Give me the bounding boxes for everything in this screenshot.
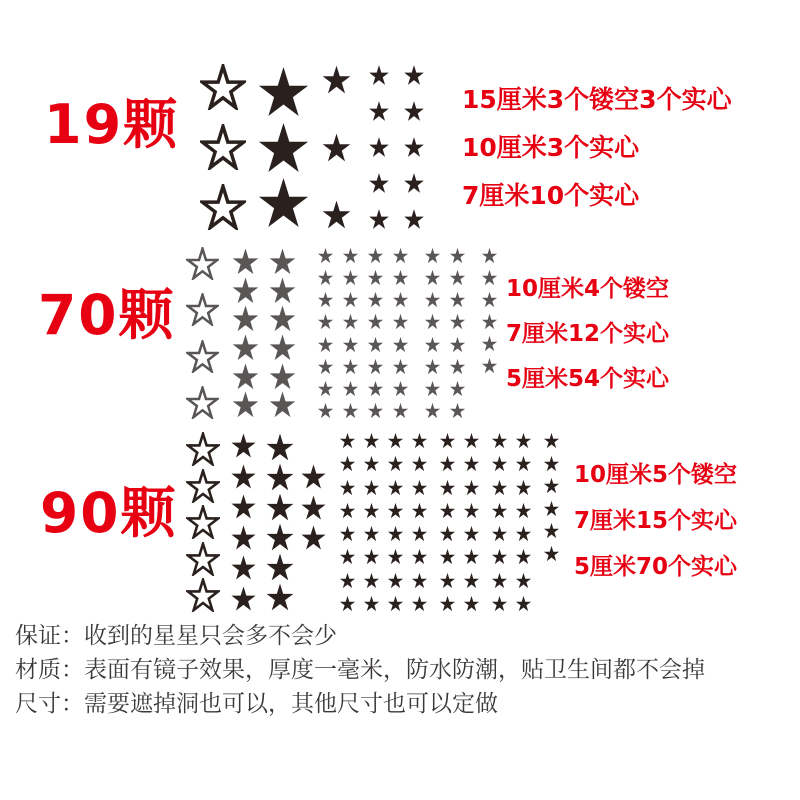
star-column [321,64,352,230]
star-solid-icon [265,462,295,492]
star-solid-icon [317,336,334,353]
star-solid-icon [515,455,532,472]
star-solid-icon [424,336,441,353]
star-solid-icon [463,502,480,519]
annotation-line: 10厘米5个镂空 [574,462,738,488]
star-column [491,432,508,612]
star-solid-icon [231,247,260,276]
star-solid-icon [317,313,334,330]
star-solid-icon [463,595,480,612]
star-solid-icon [363,595,380,612]
star-column [403,64,425,230]
star-solid-icon [339,595,356,612]
star-solid-icon [463,572,480,589]
star-solid-icon [481,247,498,264]
star-solid-icon [463,455,480,472]
annotation-line: 7厘米12个实心 [506,321,670,347]
star-column [268,247,297,419]
star-solid-icon [300,524,327,551]
star-solid-icon [367,247,384,264]
section1-star-grid [200,64,425,230]
star-hollow-icon [186,386,219,419]
star-solid-icon [403,172,425,194]
star-column [515,432,532,612]
star-solid-icon [339,479,356,496]
star-column [317,247,334,419]
star-solid-icon [463,479,480,496]
annotation-line: 7厘米10个实心 [462,181,640,210]
star-solid-icon [231,333,260,362]
star-column [367,247,384,419]
star-solid-icon [265,432,295,462]
star-hollow-icon [186,340,219,373]
star-solid-icon [387,525,404,542]
star-solid-icon [342,313,359,330]
star-hollow-icon [200,184,246,230]
star-solid-icon [265,552,295,582]
star-column [424,247,441,419]
star-column [186,432,220,612]
star-solid-icon [300,463,327,490]
star-solid-icon [387,502,404,519]
star-solid-icon [363,548,380,565]
section2-annotations [506,276,669,411]
star-solid-icon [367,336,384,353]
star-solid-icon [230,524,257,551]
star-column [230,432,257,612]
star-solid-icon [268,247,297,276]
star-solid-icon [265,582,295,612]
star-column [368,64,390,230]
star-solid-icon [411,572,428,589]
star-solid-icon [491,479,508,496]
star-solid-icon [317,291,334,308]
star-solid-icon [339,572,356,589]
star-solid-icon [481,335,498,352]
star-solid-icon [342,336,359,353]
star-solid-icon [439,525,456,542]
star-column [231,247,260,419]
star-solid-icon [363,502,380,519]
star-solid-icon [387,595,404,612]
star-solid-icon [449,380,466,397]
star-column [543,432,560,562]
star-solid-icon [387,455,404,472]
star-column [186,247,219,419]
star-solid-icon [387,479,404,496]
star-solid-icon [231,304,260,333]
star-solid-icon [230,432,257,459]
star-column [411,432,428,612]
star-solid-icon [256,120,311,175]
star-solid-icon [392,269,409,286]
star-solid-icon [339,548,356,565]
star-solid-icon [367,402,384,419]
star-solid-icon [317,402,334,419]
star-solid-icon [449,247,466,264]
star-solid-icon [392,336,409,353]
star-solid-icon [449,402,466,419]
star-solid-icon [424,269,441,286]
star-solid-icon [449,336,466,353]
annotation-line: 15厘米3个镂空3个实心 [462,85,732,114]
star-solid-icon [230,493,257,520]
star-solid-icon [317,269,334,286]
star-solid-icon [321,132,352,163]
star-solid-icon [368,64,390,86]
star-solid-icon [387,572,404,589]
star-solid-icon [342,269,359,286]
star-solid-icon [449,269,466,286]
star-solid-icon [543,545,560,562]
star-solid-icon [543,432,560,449]
star-solid-icon [367,291,384,308]
star-solid-icon [363,572,380,589]
section1-count-label: 19颗 [44,93,180,156]
star-hollow-icon [186,432,220,466]
star-column [463,432,480,612]
star-solid-icon [339,525,356,542]
star-hollow-icon [200,124,246,170]
star-solid-icon [515,502,532,519]
annotation-line: 5厘米70个实心 [574,554,738,580]
star-hollow-icon [186,469,220,503]
section3-annotations [574,462,737,600]
star-hollow-icon [186,578,220,612]
star-hollow-icon [186,505,220,539]
star-solid-icon [268,304,297,333]
star-solid-icon [481,269,498,286]
annotation-line: 5厘米54个实心 [506,366,670,392]
star-solid-icon [411,502,428,519]
star-solid-icon [268,362,297,391]
star-solid-icon [392,380,409,397]
star-column [439,432,456,612]
star-solid-icon [392,313,409,330]
star-solid-icon [449,291,466,308]
star-solid-icon [368,100,390,122]
star-solid-icon [367,313,384,330]
star-solid-icon [515,572,532,589]
star-solid-icon [491,432,508,449]
star-solid-icon [439,502,456,519]
star-solid-icon [342,380,359,397]
star-solid-icon [317,380,334,397]
star-solid-icon [342,402,359,419]
star-solid-icon [543,455,560,472]
star-solid-icon [463,548,480,565]
star-solid-icon [491,455,508,472]
star-solid-icon [403,100,425,122]
star-solid-icon [392,247,409,264]
star-solid-icon [411,525,428,542]
star-solid-icon [439,455,456,472]
star-solid-icon [411,595,428,612]
star-solid-icon [424,291,441,308]
star-solid-icon [368,208,390,230]
star-solid-icon [403,208,425,230]
star-solid-icon [387,548,404,565]
star-solid-icon [367,269,384,286]
star-column [200,64,246,230]
star-solid-icon [515,432,532,449]
annotation-line: 7厘米15个实心 [574,508,738,534]
star-solid-icon [387,432,404,449]
star-solid-icon [342,247,359,264]
star-solid-icon [439,432,456,449]
star-solid-icon [342,291,359,308]
star-solid-icon [449,358,466,375]
star-solid-icon [363,525,380,542]
star-hollow-icon [186,247,219,280]
star-solid-icon [463,525,480,542]
star-solid-icon [463,432,480,449]
star-solid-icon [268,390,297,419]
star-solid-icon [424,402,441,419]
star-solid-icon [439,595,456,612]
section3-star-grid [186,432,560,612]
star-solid-icon [411,432,428,449]
star-column [300,463,327,551]
star-solid-icon [368,172,390,194]
star-solid-icon [481,357,498,374]
star-solid-icon [363,432,380,449]
star-solid-icon [368,136,390,158]
section1-annotations [462,86,732,230]
star-hollow-icon [200,64,246,110]
star-solid-icon [363,455,380,472]
star-solid-icon [317,247,334,264]
star-solid-icon [231,362,260,391]
star-solid-icon [230,463,257,490]
annotation-line: 10厘米4个镂空 [506,276,670,302]
note-guarantee: 保证：收到的星星只会多不会少 [15,623,337,649]
star-solid-icon [411,479,428,496]
star-solid-icon [256,175,311,230]
annotation-line: 10厘米3个实心 [462,133,640,162]
section2-star-grid [186,247,498,419]
star-solid-icon [515,595,532,612]
star-solid-icon [515,525,532,542]
star-solid-icon [424,247,441,264]
star-solid-icon [265,522,295,552]
star-solid-icon [342,358,359,375]
star-solid-icon [515,548,532,565]
star-solid-icon [339,502,356,519]
star-solid-icon [491,595,508,612]
star-solid-icon [543,522,560,539]
star-solid-icon [321,199,352,230]
star-solid-icon [231,276,260,305]
star-solid-icon [230,554,257,581]
star-solid-icon [411,455,428,472]
star-solid-icon [367,358,384,375]
star-solid-icon [321,64,352,95]
star-hollow-icon [186,293,219,326]
star-solid-icon [363,479,380,496]
star-solid-icon [265,492,295,522]
star-solid-icon [543,500,560,517]
star-solid-icon [392,402,409,419]
star-solid-icon [268,276,297,305]
star-solid-icon [481,291,498,308]
star-solid-icon [411,548,428,565]
star-column [339,432,356,612]
star-solid-icon [424,358,441,375]
star-solid-icon [317,358,334,375]
star-solid-icon [403,64,425,86]
note-material: 材质：表面有镜子效果，厚度一毫米，防水防潮，贴卫生间都不会掉 [15,657,705,683]
star-column [256,64,311,230]
star-column [449,247,466,419]
star-solid-icon [491,525,508,542]
star-hollow-icon [186,542,220,576]
star-solid-icon [491,572,508,589]
star-solid-icon [392,291,409,308]
star-solid-icon [424,313,441,330]
star-solid-icon [231,390,260,419]
star-solid-icon [449,313,466,330]
product-notes [15,619,705,721]
star-solid-icon [491,548,508,565]
star-solid-icon [403,136,425,158]
star-solid-icon [339,432,356,449]
star-solid-icon [367,380,384,397]
star-solid-icon [424,380,441,397]
star-solid-icon [300,494,327,521]
star-solid-icon [543,477,560,494]
star-solid-icon [439,572,456,589]
star-solid-icon [439,479,456,496]
section2-count-label: 70颗 [38,283,176,347]
star-column [392,247,409,419]
star-column [387,432,404,612]
star-solid-icon [392,358,409,375]
note-size: 尺寸：需要遮掉洞也可以，其他尺寸也可以定做 [15,691,498,717]
star-column [363,432,380,612]
section3-count-label: 90颗 [40,481,178,545]
star-solid-icon [339,455,356,472]
star-column [265,432,295,612]
star-solid-icon [515,479,532,496]
star-column [342,247,359,419]
star-column [481,247,498,374]
star-solid-icon [439,548,456,565]
star-solid-icon [230,585,257,612]
star-solid-icon [268,333,297,362]
star-solid-icon [491,502,508,519]
star-solid-icon [481,313,498,330]
star-solid-icon [256,64,311,119]
